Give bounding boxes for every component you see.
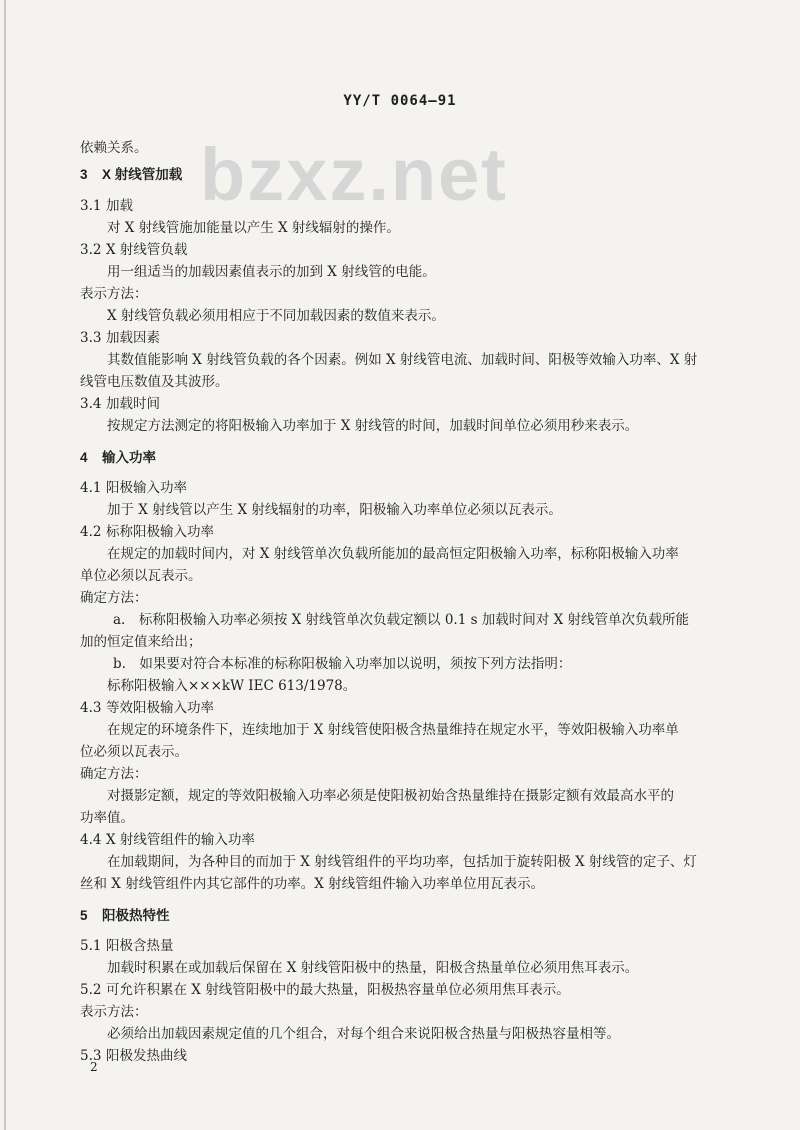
section-heading [80, 698, 214, 718]
paragraph-line: 确定方法： [80, 766, 148, 782]
standard-code-header: YY/T 0064—91 [343, 93, 457, 109]
paragraph-line: 丝和 X 射线管组件内其它部件的功率。X 射线管组件输入功率单位用瓦表示。 [80, 876, 545, 892]
section-heading [80, 448, 156, 468]
section-title: 阳极发热曲线 [106, 1048, 187, 1064]
paragraph-line: 加载时积累在或加载后保留在 X 射线管阳极中的热量，阳极含热量单位必须用焦耳表示。 [107, 960, 639, 976]
section-number: 4.4 [80, 832, 102, 848]
section-number: 3.2 [80, 242, 102, 258]
section-number: 4 [80, 450, 88, 465]
section-title: 阳极输入功率 [106, 480, 187, 496]
paragraph-line: 表示方法： [80, 286, 148, 302]
paragraph-line: b. 如果要对符合本标准的标称阳极输入功率加以说明，须按下列方法指明： [113, 656, 572, 672]
section-heading [80, 830, 255, 850]
section-heading [80, 906, 170, 926]
section-title: 阳极含热量 [106, 938, 174, 954]
section-heading [80, 394, 160, 414]
paragraph-line: 加的恒定值来给出； [80, 634, 202, 650]
section-title: 阳极热特性 [102, 908, 170, 923]
paragraph-line: 用一组适当的加载因素值表示的加到 X 射线管的电能。 [107, 264, 436, 280]
section-title: X 射线管加载 [102, 167, 183, 182]
section-title: 标称阳极输入功率 [106, 524, 214, 540]
scan-edge [4, 0, 6, 1130]
section-number: 5.3 [80, 1048, 102, 1064]
paragraph-line: 对摄影定额，规定的等效阳极输入功率必须是使阳极初始含热量维持在摄影定额有效最高水平的 [107, 788, 674, 804]
paragraph-line: 其数值能影响 X 射线管负载的各个因素。例如 X 射线管电流、加载时间、阳极等效输入功率、X 射 [107, 352, 698, 368]
section-number: 5.2 [80, 982, 102, 998]
section-number: 4.2 [80, 524, 102, 540]
section-title: 加载 [106, 198, 133, 214]
section-heading [80, 522, 214, 542]
section-title: 可允许积累在 X 射线管阳极中的最大热量，阳极热容量单位必须用焦耳表示。 [106, 982, 570, 998]
paragraph-line: 加于 X 射线管以产生 X 射线辐射的功率，阳极输入功率单位必须以瓦表示。 [107, 502, 562, 518]
paragraph-line: 标称阳极输入×××kW IEC 613/1978。 [107, 678, 357, 694]
section-heading [80, 196, 133, 216]
section-heading [80, 478, 187, 498]
section-heading [80, 240, 187, 260]
section-number: 4.1 [80, 480, 102, 496]
section-title: 加载因素 [106, 330, 160, 346]
paragraph-line: 按规定方法测定的将阳极输入功率加于 X 射线管的时间，加载时间单位必须用秒来表示。 [107, 418, 639, 434]
section-number: 3 [80, 167, 88, 182]
paragraph-line: 依赖关系。 [80, 140, 148, 156]
paragraph-line: 对 X 射线管施加能量以产生 X 射线辐射的操作。 [107, 220, 400, 236]
section-title: 输入功率 [102, 450, 156, 465]
section-title: 等效阳极输入功率 [106, 700, 214, 716]
paragraph-line: 位必须以瓦表示。 [80, 744, 188, 760]
section-number: 5 [80, 908, 88, 923]
paragraph-line: 在规定的加载时间内，对 X 射线管单次负载所能加的最高恒定阳极输入功率，标称阳极输入功率 [107, 546, 679, 562]
section-heading [80, 980, 570, 1000]
paragraph-line: 在加载期间，为各种目的而加于 X 射线管组件的平均功率，包括加于旋转阳极 X 射线管的定子、灯 [107, 854, 697, 870]
paragraph-line: 线管电压数值及其波形。 [80, 374, 229, 390]
section-title: X 射线管负载 [106, 242, 188, 258]
paragraph-line: 功率值。 [80, 810, 134, 826]
section-number: 3.1 [80, 198, 102, 214]
paragraph-line: 表示方法： [80, 1004, 148, 1020]
page-number: 2 [90, 1060, 98, 1074]
paragraph-line: 必须给出加载因素规定值的几个组合，对每个组合来说阳极含热量与阳极热容量相等。 [107, 1026, 620, 1042]
paragraph-line: X 射线管负载必须用相应于不同加载因素的数值来表示。 [107, 308, 445, 324]
paragraph-line: 在规定的环境条件下，连续地加于 X 射线管使阳极含热量维持在规定水平，等效阳极输入功率单 [107, 722, 679, 738]
paragraph-line: a. 标称阳极输入功率必须按 X 射线管单次负载定额以 0.1 s 加载时间对 X 射线管单次负载所能 [113, 612, 689, 628]
section-number: 3.3 [80, 330, 102, 346]
section-title: X 射线管组件的输入功率 [106, 832, 255, 848]
section-heading [80, 165, 182, 185]
paragraph-line: 确定方法： [80, 590, 148, 606]
paragraph-line: 单位必须以瓦表示。 [80, 568, 202, 584]
section-heading [80, 936, 174, 956]
section-number: 3.4 [80, 396, 102, 412]
section-heading [80, 328, 160, 348]
section-number: 5.1 [80, 938, 102, 954]
section-number: 4.3 [80, 700, 102, 716]
section-title: 加载时间 [106, 396, 160, 412]
watermark: bzxz.net [200, 133, 508, 216]
